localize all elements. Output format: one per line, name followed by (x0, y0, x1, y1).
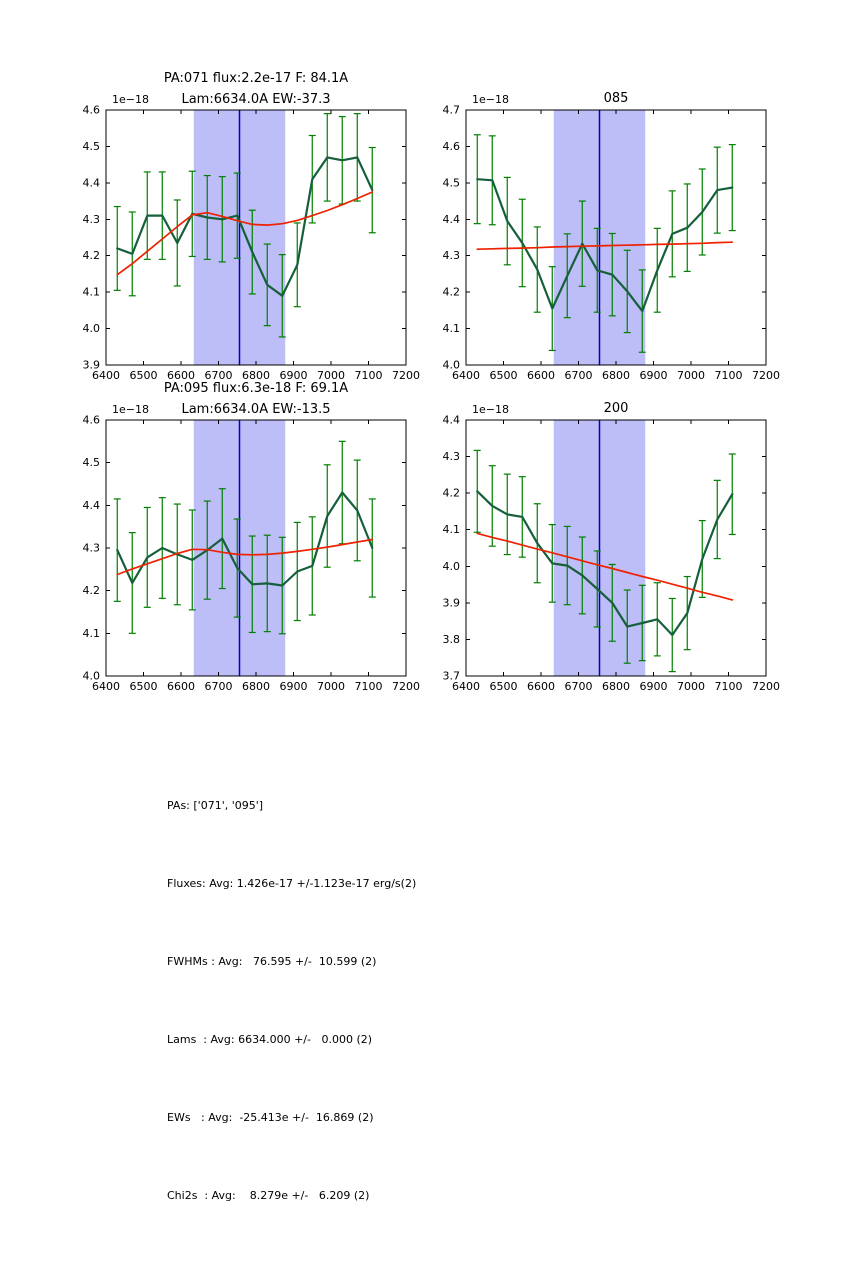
x-tick-label: 7200 (392, 369, 420, 382)
y-tick-label: 4.1 (442, 322, 460, 336)
subplot-200 (443, 401, 781, 693)
y-tick-label: 4.3 (442, 450, 460, 464)
x-tick-label: 7100 (354, 369, 383, 382)
subplot-title: PA:071 flux:2.2e-17 F: 84.1A (163, 71, 349, 86)
y-tick-label: 4.4 (442, 212, 460, 226)
y-tick-label: 4.1 (82, 626, 100, 640)
y-tick-label: 4.4 (82, 176, 100, 190)
stats-line-fluxes: Fluxes: Avg: 1.426e-17 +/-1.123e-17 erg/s(2) (167, 877, 417, 890)
stats-line-fwhms: FWHMs : Avg: 76.595 +/- 10.599 (2) (167, 955, 377, 968)
y-tick-label: 4.0 (442, 559, 460, 573)
y-tick-label: 4.0 (82, 322, 100, 336)
y-tick-label: 4.5 (82, 456, 100, 470)
stats-line-lams: Lams : Avg: 6634.000 +/- 0.000 (2) (167, 1033, 373, 1046)
x-tick-label: 6800 (602, 369, 630, 382)
stats-line-ews: EWs : Avg: -25.413e +/- 16.869 (2) (167, 1111, 374, 1124)
x-tick-label: 6400 (452, 369, 480, 382)
x-tick-label: 6400 (452, 680, 480, 693)
y-tick-label: 4.0 (442, 358, 460, 372)
x-tick-label: 7000 (677, 680, 705, 693)
y-tick-label: 4.1 (82, 285, 100, 299)
axis-offset-label: 1e−18 (112, 403, 149, 416)
x-tick-label: 6700 (204, 369, 233, 382)
subplot-title: 085 (603, 91, 629, 106)
y-tick-label: 4.3 (82, 541, 100, 555)
y-tick-label: 4.4 (442, 413, 460, 427)
y-tick-label: 4.3 (442, 249, 460, 263)
stats-line-pas: PAs: ['071', '095'] (167, 799, 264, 812)
x-tick-label: 6700 (204, 680, 233, 693)
stats-line-chi2s: Chi2s : Avg: 8.279e +/- 6.209 (2) (167, 1189, 370, 1202)
y-tick-label: 4.6 (82, 413, 100, 427)
x-tick-label: 6600 (527, 680, 555, 693)
y-tick-label: 4.4 (82, 498, 100, 512)
x-tick-label: 6500 (129, 369, 158, 382)
x-tick-label: 6500 (489, 680, 518, 693)
y-tick-label: 4.6 (442, 139, 460, 153)
y-tick-label: 4.3 (82, 212, 100, 226)
y-tick-label: 3.7 (442, 669, 460, 683)
x-tick-label: 6700 (564, 680, 593, 693)
x-tick-label: 7000 (317, 369, 345, 382)
x-tick-label: 6500 (489, 369, 518, 382)
axis-offset-label: 1e−18 (472, 93, 509, 106)
subplot-title: PA:095 flux:6.3e-18 F: 69.1A (163, 381, 349, 396)
axis-offset-label: 1e−18 (112, 93, 149, 106)
x-tick-label: 6600 (167, 369, 195, 382)
subplot-subtitle: Lam:6634.0A EW:-13.5 (181, 402, 331, 417)
x-tick-label: 6900 (639, 680, 668, 693)
x-tick-label: 6600 (167, 680, 195, 693)
subplot-085 (443, 91, 781, 382)
x-tick-label: 7100 (714, 680, 743, 693)
x-tick-label: 7100 (714, 369, 743, 382)
subplot-pa095 (83, 381, 421, 693)
x-tick-label: 6400 (92, 680, 120, 693)
x-tick-label: 7200 (752, 680, 780, 693)
y-tick-label: 4.1 (442, 523, 460, 537)
x-tick-label: 6800 (242, 369, 270, 382)
x-tick-label: 6400 (92, 369, 120, 382)
y-tick-label: 4.2 (442, 285, 460, 299)
subplot-subtitle: Lam:6634.0A EW:-37.3 (181, 92, 331, 107)
x-tick-label: 6800 (242, 680, 270, 693)
x-tick-label: 6500 (129, 680, 158, 693)
y-tick-label: 4.2 (442, 486, 460, 500)
y-tick-label: 4.2 (82, 249, 100, 263)
x-tick-label: 7000 (317, 680, 345, 693)
y-tick-label: 4.0 (82, 669, 100, 683)
y-tick-label: 3.9 (82, 358, 100, 372)
x-tick-label: 7100 (354, 680, 383, 693)
y-tick-label: 3.9 (442, 596, 460, 610)
x-tick-label: 6600 (527, 369, 555, 382)
x-tick-label: 6900 (279, 680, 308, 693)
y-tick-label: 4.6 (82, 103, 100, 117)
x-tick-label: 7200 (752, 369, 780, 382)
subplot-pa071 (83, 71, 421, 382)
x-tick-label: 6900 (279, 369, 308, 382)
x-tick-label: 6700 (564, 369, 593, 382)
y-tick-label: 4.5 (82, 139, 100, 153)
stats-block (167, 741, 416, 1261)
y-tick-label: 3.8 (442, 632, 460, 646)
x-tick-label: 6800 (602, 680, 630, 693)
y-tick-label: 4.5 (442, 176, 460, 190)
x-tick-label: 7000 (677, 369, 705, 382)
x-tick-label: 6900 (639, 369, 668, 382)
axis-offset-label: 1e−18 (472, 403, 509, 416)
subplot-title: 200 (603, 401, 629, 416)
y-tick-label: 4.2 (82, 584, 100, 598)
y-tick-label: 4.7 (442, 103, 460, 117)
x-tick-label: 7200 (392, 680, 420, 693)
